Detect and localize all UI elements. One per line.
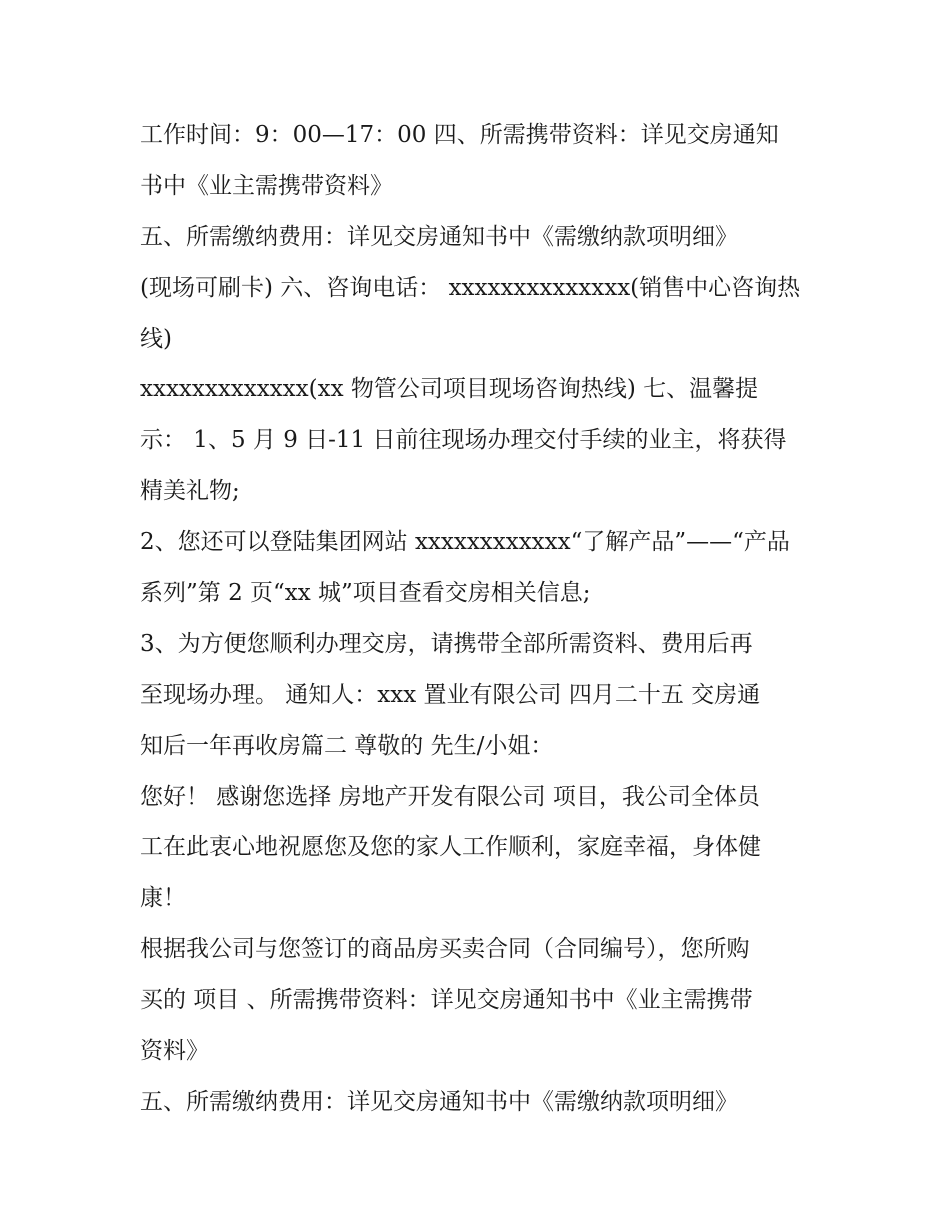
text-line: 您好！ 感谢您选择 房地产开发有限公司 项目，我公司全体员 — [140, 783, 760, 810]
text-line: 知后一年再收房篇二 尊敬的 先生/小姐： — [140, 732, 554, 759]
text-line: 买的 项目 、所需携带资料：详见交房通知书中《业主需携带 — [140, 987, 753, 1014]
text-line: 至现场办理。 通知人：xxx 置业有限公司 四月二十五 交房通 — [140, 681, 761, 708]
text-line: 资料》 — [140, 1038, 209, 1065]
text-line: 书中《业主需携带资料》 — [140, 172, 393, 199]
text-line: 工作时间：9：00—17：00 四、所需携带资料：详见交房通知 — [140, 122, 779, 148]
text-line: 根据我公司与您签订的商品房买卖合同（合同编号），您所购 — [140, 936, 750, 963]
text-line: (现场可刷卡) 六、咨询电话： xxxxxxxxxxxxxx(销售中心咨询热 — [140, 274, 801, 301]
text-line: 五、所需缴纳费用：详见交房通知书中《需缴纳款项明细》 — [140, 223, 738, 250]
text-line: 系列”第 2 页“xx 城”项目查看交房相关信息; — [140, 580, 591, 607]
text-line: 工在此衷心地祝愿您及您的家人工作顺利，家庭幸福，身体健 — [140, 834, 761, 861]
text-line: 线) — [140, 325, 172, 352]
text-line: 2、您还可以登陆集团网站 xxxxxxxxxxxx“了解产品”——“产品 — [140, 529, 790, 556]
text-line: xxxxxxxxxxxxx(xx 物管公司项目现场咨询热线) 七、温馨提 — [140, 376, 759, 403]
text-line: 精美礼物; — [140, 478, 240, 505]
document-body — [140, 110, 830, 1128]
text-line: 3、为方便您顺利办理交房，请携带全部所需资料、费用后再 — [140, 630, 753, 657]
text-line: 康！ — [140, 885, 186, 912]
text-line: 示： 1、5 月 9 日-11 日前往现场办理交付手续的业主，将获得 — [140, 427, 787, 454]
text-line: 五、所需缴纳费用：详见交房通知书中《需缴纳款项明细》 — [140, 1088, 738, 1115]
